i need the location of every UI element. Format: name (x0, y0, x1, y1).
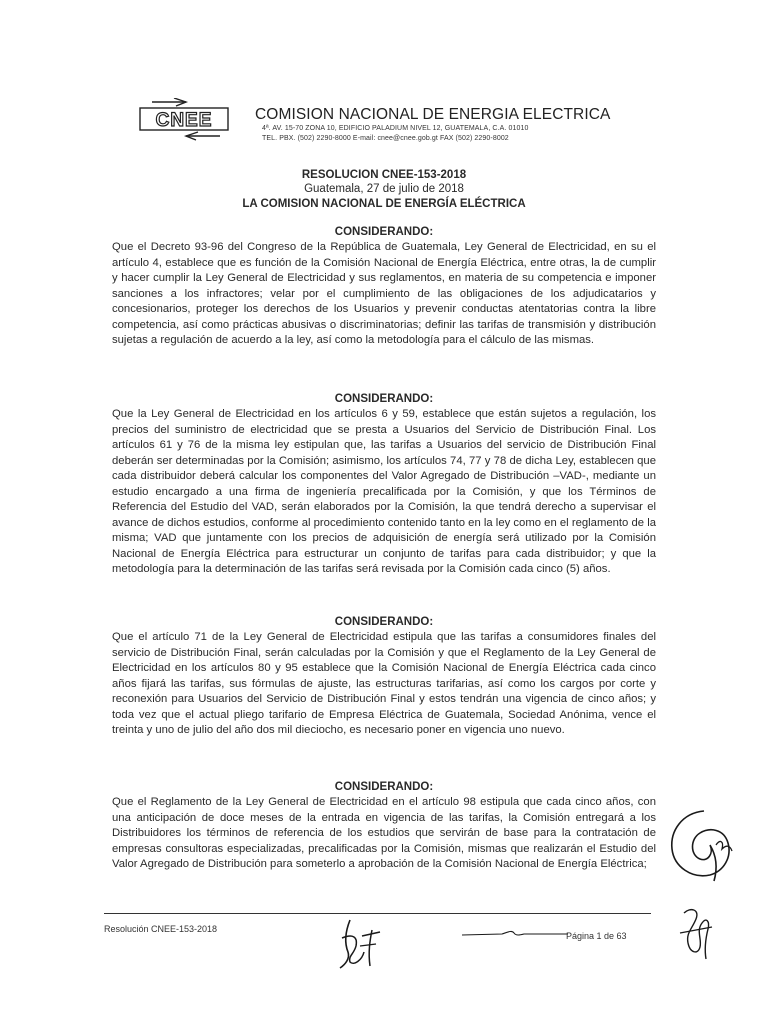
section-text: Que el Decreto 93-96 del Congreso de la República de Guatemala, Ley General de Electricidad, en su el artículo 4, establece que es función de la Comisión Nacional de Energía Eléctrica, entre otras, la de cumplir y hacer cumplir la Ley General de Electricidad y sus reglamentos, en materia de su competencia e imponer sanciones a los infractores; velar por el cumplimiento de las obligaciones de los adjudicatarios y concesionarios, proteger los derechos de los Usuarios y prevenir conductas atentatorias contra la libre competencia, así como prácticas abusivas o discriminatorias; definir las tarifas de transmisión y distribución sujetas a regulación de acuerdo a la ley, así como la metodología para el cálculo de las mismas. (112, 241, 656, 346)
initials-icon (664, 805, 744, 885)
section-text: Que el Reglamento de la Ley General de Electricidad en el artículo 98 estipula que cada cinco años, con una anticipación de doce meses de la entrada en vigencia de las tarifas, la Comisión entregará a los Distribuidores los términos de referencia de los estudios que servirán de base para la contratación de empresas consultoras especializadas, precalificadas por la Comisión, mismas que realizarán el Estudio del Valor Agregado de Distribución para someterlo a aprobación de la Comisión Nacional de Energía Eléctrica; (112, 796, 656, 870)
organization-name: COMISION NACIONAL DE ENERGIA ELECTRICA (255, 106, 611, 123)
signature-line-icon (462, 926, 568, 942)
section-text: Que la Ley General de Electricidad en los artículos 6 y 59, establece que están sujetos a regulación, los precios del suministro de electricidad que se presta a Usuarios del Servicio de Distribución Final. Los artículos 61 y 76 de la misma ley estipulan que, las tarifas a Usuarios del servicio de Distribución Final deberán ser determinadas por la Comisión; asimismo, los artículos 74, 77 y 78 de dicha Ley, establecen que cada distribuidor deberá calcular los componentes del Valor Agregado de Distribución –VAD-, mediante un estudio encargado a una firma de ingeniería precalificada por la Comisión, y que los Términos de Referencia del Estudio del VAD, serán elaborados por la Comisión, la que tendrá derecho a supervisar el avance de dichos estudios, conforme al procedimiento contenido tanto en la ley como en el reglamento de la misma; VAD que juntamente con los precios de adquisición de energía será utilizado por la Comisión Nacional de Energía Eléctrica para estructurar un conjunto de tarifas para cada distribuidor; y que la metodología para la determinación de las tarifas será revisada por la Comisión cada cinco (5) años. (112, 408, 656, 575)
initials-icon (676, 903, 716, 963)
logo-text: CNEE (155, 110, 213, 131)
considerando-section (112, 225, 656, 349)
organization-contact: TEL. PBX. (502) 2290-8000 E-mail: cnee@cnee.gob.gt FAX (502) 2290-8002 (262, 135, 509, 142)
considerando-section (112, 780, 656, 873)
footer-divider (104, 913, 651, 914)
section-title: CONSIDERANDO: (334, 781, 434, 793)
place-date: Guatemala, 27 de julio de 2018 (304, 183, 464, 195)
organization-address: 4ª. AV. 15-70 ZONA 10, EDIFICIO PALADIUM NIVEL 12, GUATEMALA, C.A. 01010 (262, 125, 529, 132)
cnee-logo-icon (138, 98, 234, 142)
page-number: Página 1 de 63 (566, 931, 627, 941)
signature-icon (336, 916, 386, 972)
issuer-title: LA COMISION NACIONAL DE ENERGÍA ELÉCTRICA (242, 198, 526, 210)
section-text: Que el artículo 71 de la Ley General de Electricidad estipula que las tarifas a consumidores finales del servicio de Distribución Final, serán calculadas por la Comisión y que el Reglamento de la Ley General de Electricidad en los artículos 80 y 95 establece que la Comisión Nacional de Energía Eléctrica cada cinco años fijará las tarifas, sus fórmulas de ajuste, las estructuras tarifarias, así como los cargos por corte y reconexión para Usuarios del Servicio de Distribución Final y estos tendrán una vigencia de cinco años; y toda vez que el actual pliego tarifario de Empresa Eléctrica de Guatemala, Sociedad Anónima, vence el treinta y uno de julio del año dos mil dieciocho, es necesario poner en vigencia uno nuevo. (112, 631, 656, 736)
footer-reference: Resolución CNEE-153-2018 (104, 924, 218, 934)
section-title: CONSIDERANDO: (334, 226, 434, 238)
considerando-section (112, 615, 656, 739)
section-title: CONSIDERANDO: (334, 393, 434, 405)
considerando-section (112, 392, 656, 578)
section-title: CONSIDERANDO: (334, 616, 434, 628)
resolution-number: RESOLUCION CNEE-153-2018 (301, 169, 467, 181)
